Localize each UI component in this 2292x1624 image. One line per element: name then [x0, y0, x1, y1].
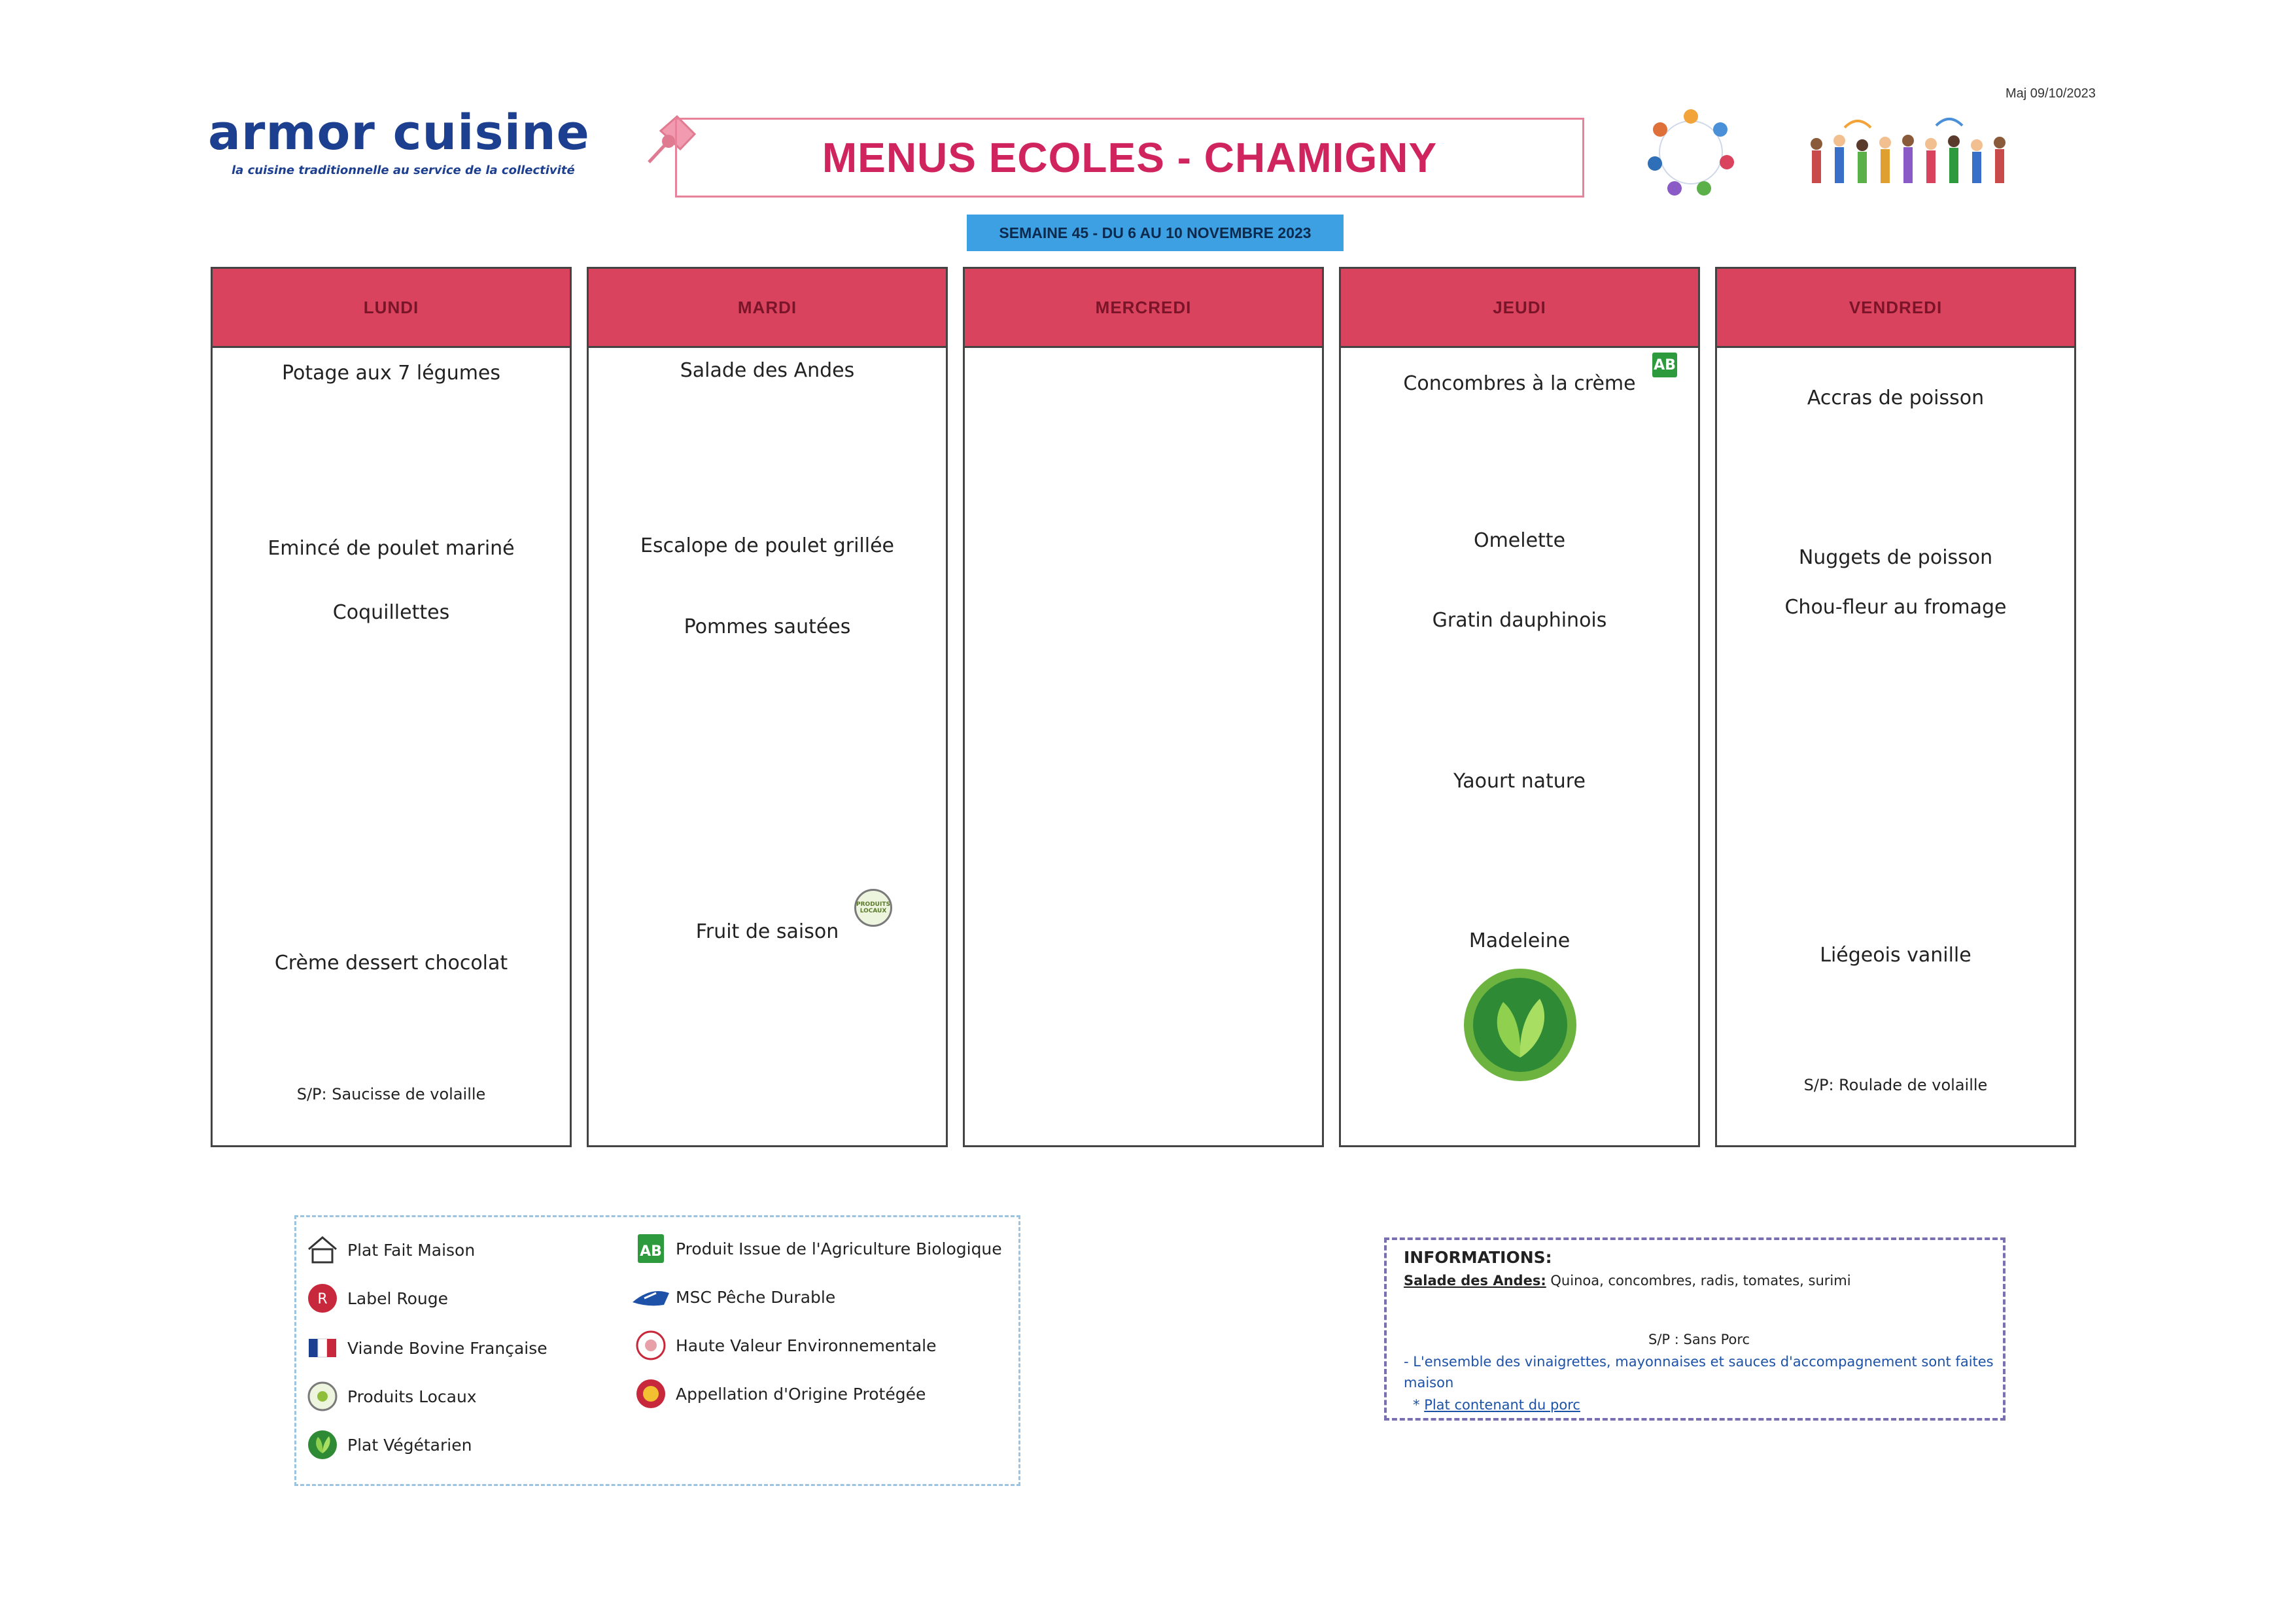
legend-item: Plat Fait Maison	[302, 1232, 475, 1268]
side-dish: Gratin dauphinois	[1432, 609, 1607, 632]
day-column-lundi	[211, 267, 572, 1147]
local-products-badge: PRODUITS LOCAUX	[854, 889, 892, 927]
msc-fish-icon	[630, 1279, 672, 1315]
sans-porc-info: S/P : Sans Porc	[1648, 1332, 1750, 1347]
side-dish: Chou-fleur au fromage	[1784, 596, 2007, 619]
day-name: LUNDI	[363, 297, 419, 317]
salade-ingredients: Quinoa, concombres, radis, tomates, surimi	[1550, 1273, 1851, 1288]
day-column-vendredi	[1715, 267, 2076, 1147]
vegetarian-leaf-icon	[1456, 966, 1584, 1084]
kids-crowd-illustration	[1805, 111, 2021, 196]
day-name: MARDI	[737, 297, 797, 317]
day-column-mardi	[587, 267, 948, 1147]
aop-icon	[630, 1375, 672, 1412]
legend-item: Appellation d'Origine Protégée	[630, 1375, 926, 1412]
day-column-mercredi	[963, 267, 1324, 1147]
pork-substitute-note: S/P: Saucisse de volaille	[296, 1085, 486, 1103]
legend-item: Produits Locaux	[302, 1378, 477, 1415]
main-dish: Emincé de poulet mariné	[268, 537, 515, 560]
pork-info-text: Plat contenant du porc	[1424, 1397, 1580, 1413]
legend-box	[294, 1215, 1020, 1486]
homemade-info-line-1: - L'ensemble des vinaigrettes, mayonnaises et sauces d'accompagnement sont faites	[1404, 1354, 1994, 1370]
dairy: Yaourt nature	[1453, 770, 1586, 793]
page-title	[675, 118, 1584, 198]
day-header	[213, 269, 570, 348]
day-header	[1717, 269, 2074, 348]
local-products-icon	[302, 1378, 343, 1415]
main-dish: Nuggets de poisson	[1798, 546, 1993, 569]
day-header	[965, 269, 1322, 348]
legend-item: MSC Pêche Durable	[630, 1279, 835, 1315]
organic-ab-icon	[630, 1230, 672, 1267]
legend-item: Plat Végétarien	[302, 1426, 472, 1463]
brand-tagline: la cuisine traditionnelle au service de la collectivité	[232, 164, 575, 177]
week-label: SEMAINE 45 - DU 6 AU 10 NOVEMBRE 2023	[999, 224, 1311, 241]
legend-item: Haute Valeur Environnementale	[630, 1327, 936, 1364]
starter: Potage aux 7 légumes	[281, 362, 501, 385]
svg-text:AB: AB	[640, 1243, 662, 1260]
kids-circle-illustration	[1635, 103, 1746, 201]
day-name: MERCREDI	[1095, 297, 1192, 317]
svg-text:R: R	[317, 1291, 328, 1307]
brand-logo: armor cuisine	[208, 105, 590, 161]
dessert: Liégeois vanille	[1820, 944, 1971, 967]
day-column-jeudi	[1339, 267, 1700, 1147]
starter: Concombres à la crème	[1403, 372, 1636, 395]
dessert: Crème dessert chocolat	[274, 952, 508, 975]
day-name: VENDREDI	[1849, 297, 1943, 317]
page-title-text: MENUS ECOLES - CHAMIGNY	[822, 134, 1438, 181]
organic-ab-icon: AB	[1652, 353, 1677, 377]
starter: Accras de poisson	[1807, 387, 1985, 409]
pork-substitute-note: S/P: Roulade de volaille	[1803, 1076, 1988, 1094]
legend-item: Viande Bovine Française	[302, 1330, 547, 1366]
salade-info	[1404, 1273, 1851, 1288]
side-dish: Pommes sautées	[684, 615, 851, 638]
homemade-info-line-2: maison	[1404, 1375, 1454, 1391]
day-header	[589, 269, 946, 348]
french-beef-icon	[302, 1330, 343, 1366]
information-box	[1384, 1237, 2005, 1421]
info-title: INFORMATIONS:	[1404, 1248, 1552, 1267]
starter: Salade des Andes	[680, 359, 855, 382]
main-dish: Omelette	[1473, 529, 1566, 552]
hve-icon	[630, 1327, 672, 1364]
main-dish: Escalope de poulet grillée	[640, 534, 895, 557]
legend-item: AB Produit Issue de l'Agriculture Biologique	[630, 1230, 1002, 1267]
vegetarian-icon	[302, 1426, 343, 1463]
label-rouge-icon	[302, 1280, 343, 1317]
week-banner	[967, 215, 1344, 251]
star-icon: *	[1413, 1397, 1420, 1413]
side-dish: Coquillettes	[332, 601, 450, 624]
day-name: JEUDI	[1493, 297, 1546, 317]
update-date: Maj 09/10/2023	[2005, 86, 2096, 101]
pork-info	[1413, 1397, 1580, 1413]
dessert: Fruit de saison	[695, 920, 839, 943]
house-icon	[302, 1232, 343, 1268]
legend-item: R Label Rouge	[302, 1280, 448, 1317]
salade-label: Salade des Andes:	[1404, 1273, 1546, 1288]
day-header	[1341, 269, 1698, 348]
dessert: Madeleine	[1468, 929, 1571, 952]
